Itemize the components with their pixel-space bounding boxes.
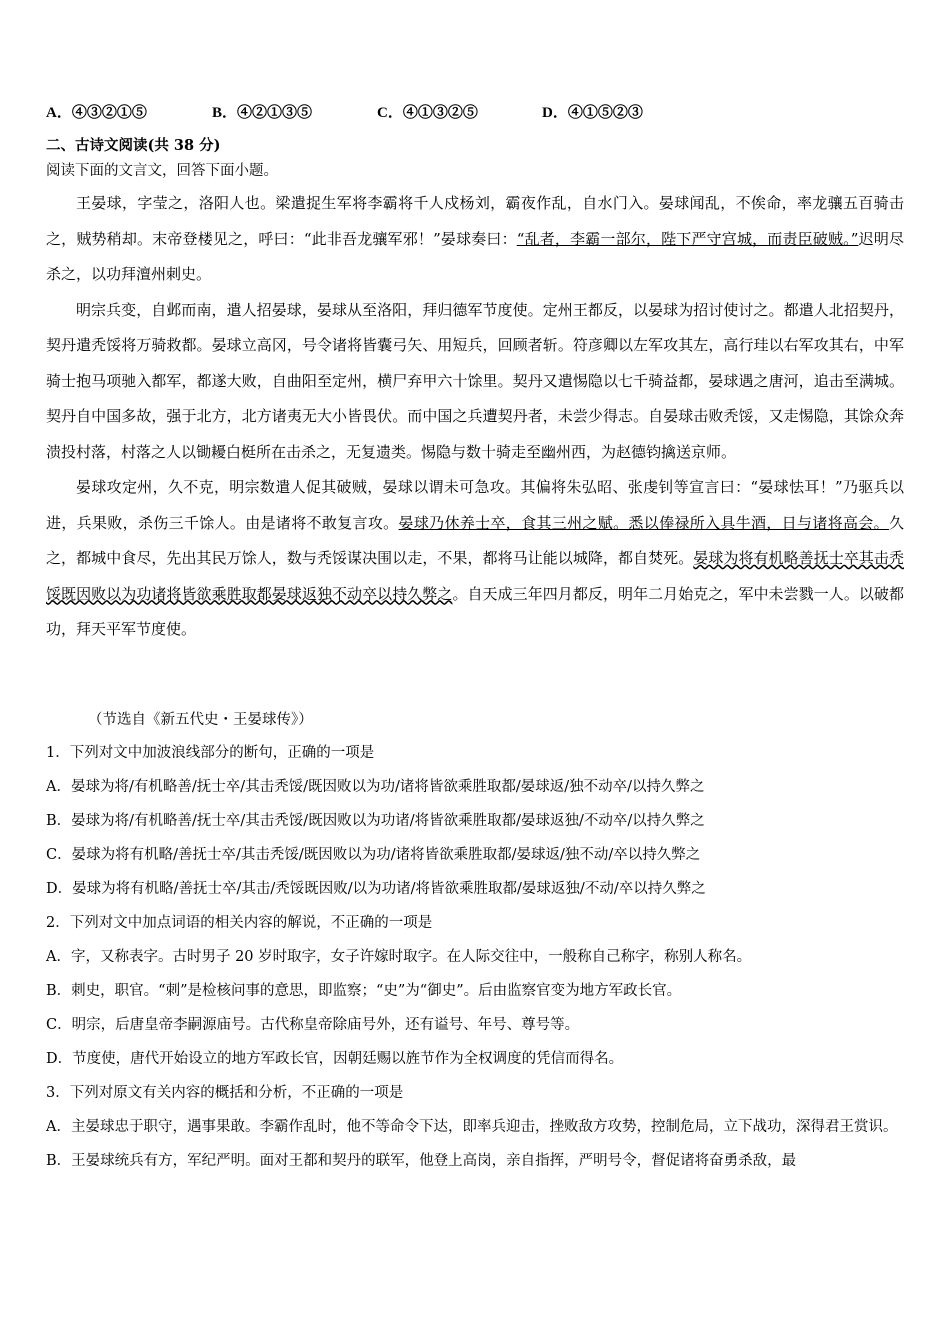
question-3-option-b: B．王晏球统兵有方，军纪严明。面对王都和契丹的联军，他登上高岗，亲自指挥，严明号令，督促诸将奋勇杀敌，最: [46, 1153, 797, 1169]
classical-passage: [46, 186, 904, 648]
question-1-option-a: A．晏球为将/有机略善/抚士卒/其击秃馁/既因败以为功/诸将皆欲乘胜取都/晏球返/独不动卒/以持久弊之: [46, 779, 705, 795]
underlined-sentence: “乱者，李霸一部尔，陛下严守宫城，而责臣破贼。”: [516, 229, 859, 248]
wavy-underlined-sentence: 晏球为将有机略善抚士卒其击秃馁既因败以为功诸将皆欲乘胜取都晏球返独不动卒以持久弊之: [46, 549, 904, 603]
option-b: B．④②①③⑤: [212, 105, 313, 121]
questions: [46, 736, 908, 1178]
question-1-stem: 1．下列对文中加波浪线部分的断句，正确的一项是: [46, 745, 375, 761]
section-title: 二、古诗文阅读(共 38 分): [46, 137, 221, 154]
question-2-option-d: D．节度使，唐代开始设立的地方军政长官，因朝廷赐以旌节作为全权调度的凭信而得名。: [46, 1051, 624, 1067]
passage-source: （节选自《新五代史・王晏球传》）: [88, 712, 313, 728]
question-2-stem: 2．下列对文中加点词语的相关内容的解说，不正确的一项是: [46, 915, 433, 931]
passage-paragraph-1: 王晏球，字莹之，洛阳人也。梁遣捉生军将李霸将千人戍杨刘，霸夜作乱，自水门入。晏球闻乱，不俟命，率龙骧五百骑击之，贼势稍却。末帝登楼见之，呼曰：“此非吾龙骧军邪！”晏球奏曰：“乱者，李霸一部尔，陛下严守宫城，而责臣破贼。”迟明尽杀之，以功拜澶州刺史。: [46, 194, 904, 283]
option-a: A．④③②①⑤: [46, 105, 147, 121]
underlined-sentence: 晏球乃休养士卒，食其三州之赋。悉以俸禄所入具牛酒，日与诸将高会。: [398, 513, 889, 532]
passage-paragraph-2: 明宗兵变，自邺而南，遣人招晏球，晏球从至洛阳，拜归德军节度使。定州王都反，以晏球为招讨使讨之。都遣人北招契丹，契丹遣秃馁将万骑救都。晏球立高冈，号令诸将皆囊弓矢、用短兵，回顾者斩。符彦卿以左军攻其左，高行珪以右军攻其右，中军骑士抱马项驰入都军，都遂大败，自曲阳至定州，横尸弃甲六十馀里。契丹又遣惕隐以七千骑益都，晏球遇之唐河，追击至满城。契丹自中国多故，强于北方，北方诸夷无大小皆畏伏。而中国之兵遭契丹者，未尝少得志。自晏球击败秃馁，又走惕隐，其馀众奔溃投村落，村落之人以锄耰白梃所在击杀之，无复遗类。惕隐与数十骑走至幽州西，为赵德钧擒送京师。: [46, 300, 904, 461]
question-3-option-a: A．主晏球忠于职守，遇事果敢。李霸作乱时，他不等命令下达，即率兵迎击，挫败敌方攻势，控制危局，立下战功，深得君王赏识。: [46, 1119, 898, 1135]
question-2-option-c: C．明宗，后唐皇帝李嗣源庙号。古代称皇帝除庙号外，还有谥号、年号、尊号等。: [46, 1017, 580, 1033]
question-2-option-a: A．字，又称表字。古时男子 20 岁时取字，女子许嫁时取字。在人际交往中，一般称自己称字，称别人称名。: [46, 949, 752, 965]
question-1-option-d: D．晏球为将有机略/善抚士卒/其击/秃馁既因败/以为功诸/将皆欲乘胜取都/晏球返独/不动/卒以持久弊之: [46, 881, 706, 897]
question-1-option-b: B．晏球为将/有机略善/抚士卒/其击秃馁/既因败以为功诸/将皆欲乘胜取都/晏球返独/不动卒/以持久弊之: [46, 813, 705, 829]
option-c: C．④①③②⑤: [377, 105, 478, 121]
option-d: D．④①⑤②③: [542, 105, 643, 121]
question-1-option-c: C．晏球为将有机略/善抚士卒/其击秃馁/既因败以为功/诸将皆欲乘胜取都/晏球返/独不动/卒以持久弊之: [46, 847, 701, 863]
section-instruction: 阅读下面的文言文，回答下面小题。: [46, 163, 278, 179]
passage-paragraph-3: 晏球攻定州，久不克，明宗数遣人促其破贼，晏球以谓未可急攻。其偏将朱弘昭、张虔钊等宣言曰：“晏球怯耳！”乃驱兵以进，兵果败，杀伤三千馀人。由是诸将不敢复言攻。晏球乃休养士卒，食其三州之赋。悉以俸禄所入具牛酒，日与诸将高会。久之，都城中食尽，先出其民万馀人，数与秃馁谋决围以走，不果，都将马让能以城降，都自焚死。晏球为将有机略善抚士卒其击秃馁既因败以为功诸将皆欲乘胜取都晏球返独不动卒以持久弊之。自天成三年四月都反，明年二月始克之，军中未尝戮一人。以破都功，拜天平军节度使。: [46, 478, 904, 638]
question-3-stem: 3．下列对原文有关内容的概括和分析，不正确的一项是: [46, 1085, 404, 1101]
question-2-option-b: B．刺史，职官。“刺”是检核问事的意思，即监察；“史”为“御史”。后由监察官变为地方军政长官。: [46, 983, 682, 999]
